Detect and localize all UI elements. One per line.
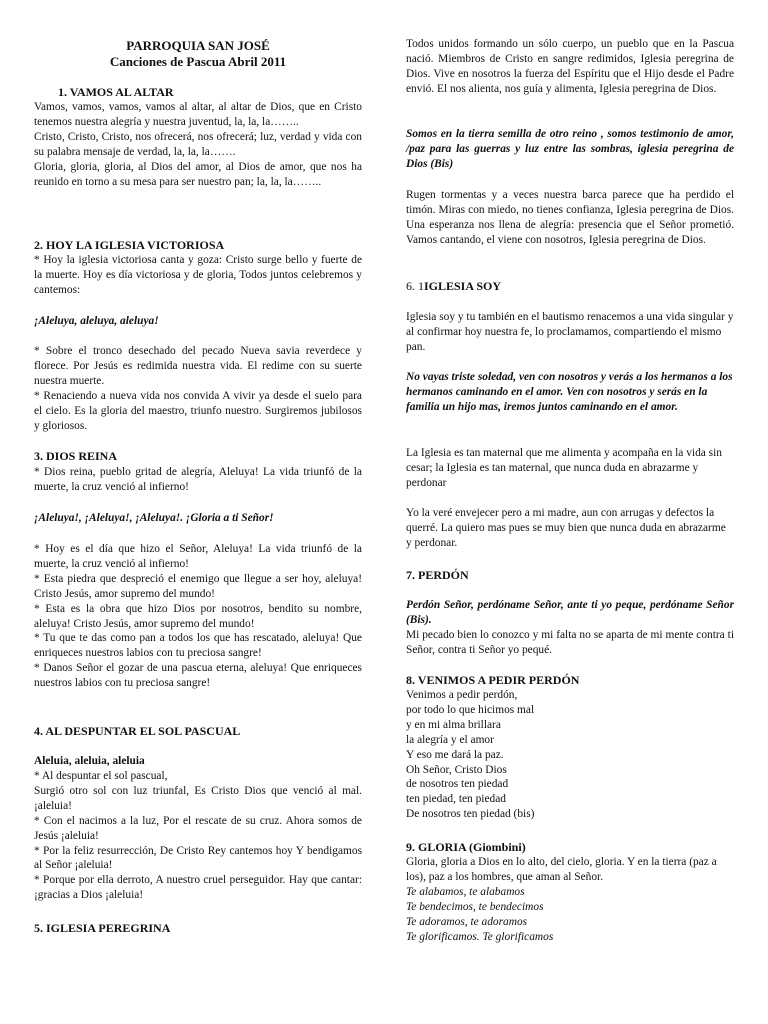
verse: Gloria, gloria a Dios en lo alto, del cielo, gloria. Y en la tierra (paz a los), paz a los hombres, que aman al Señor. [406, 856, 717, 883]
verse: La Iglesia es tan maternal que me alimenta y acompaña en la vida sin cesar; la Iglesia es tan maternal, que nunca duda en abrazarme y perdonar [406, 447, 722, 489]
section-3-heading: 3. DIOS REINA [34, 449, 118, 463]
section-1-body [34, 100, 362, 189]
verse: * Renaciendo a nueva vida nos convida A vivir ya desde el suelo para el cielo. Es la gloria del maestro, triunfo nuestro. Surgiremos jubilosos y gloriosos. [34, 389, 362, 432]
lyric-line: Y eso me dará la paz. [406, 748, 504, 761]
verse: Yo la veré envejecer pero a mi madre, aun con arrugas y defectos la querré. La quiero mas pues se muy bien que nunca duda en abrazarme y perdonar. [406, 507, 726, 549]
refrain: Perdón Señor, perdóname Señor, ante ti yo peque, perdóname Señor (Bis). [406, 599, 734, 626]
verse: * Hoy la iglesia victoriosa canta y goza: Cristo surge bello y fuerte de la muerte. Hoy es día victoriosa y de gloria, Todos juntos celebremos y cantemos: [34, 254, 362, 296]
verse: * Tu que te das como pan a todos los que has rescatado, aleluya! Que enriqueces nuestros labios con tu preciosa sangre! [34, 632, 362, 660]
section-8-heading: 8. VENIMOS A PEDIR PERDÓN [406, 673, 580, 687]
lyric-line: Te alabamos, te alabamos [406, 886, 525, 898]
refrain: Somos en la tierra semilla de otro reino , somos testimonio de amor, /paz para las guerras y luz entre las sombras, iglesia peregrina de Dios (Bis) [406, 128, 734, 170]
section-2-body [34, 344, 362, 433]
verse: Vamos, vamos, vamos, vamos al altar, al altar de Dios, que en Cristo tenemos nuestra alegría y nuestra juventud, la, la, la…….. [34, 101, 362, 128]
verse: * Con el nacimos a la luz, Por el rescate de su cruz. Ahora somos de Jesús ¡aleluia! [34, 814, 362, 842]
section-9-lines [406, 885, 734, 945]
refrain: No vayas triste soledad, ven con nosotros y verás a los hermanos a los hermanos caminando en el amor. Ven con nosotros y serás en la familia un hijo mas, iremos juntos caminando en el amor. [406, 371, 733, 413]
verse: * Por la feliz resurrección, De Cristo Rey cantemos hoy Y bendigamos al Señor ¡aleluia! [34, 844, 362, 872]
lyric-line: por todo lo que hicimos mal [406, 703, 535, 716]
verse: * Esta piedra que despreció el enemigo que llegue a ser hoy, aleluya! Cristo Jesús, amor supremo del mundo! [34, 572, 362, 600]
lyric-line: De nosotros ten piedad (bis) [406, 808, 535, 821]
verse: * Danos Señor el gozar de una pascua eterna, aleluya! Que enriqueces nuestros labios con tu preciosa sangre! [34, 662, 362, 690]
section-6-title: IGLESIA SOY [424, 279, 502, 293]
verse: * Porque por ella derroto, A nuestro cruel perseguidor. Hay que cantar: ¡gracias a Dios ¡aleluia! [34, 874, 362, 902]
verse: * Sobre el tronco desechado del pecado Nueva savia reverdece y florece. Por Jesús es redimida nuestra vida. El redime con su suerte nuestra muerte. [34, 345, 362, 387]
verse: * Esta es la obra que hizo Dios por nosotros, bendito su nombre, aleluya! Cristo Jesús, amor supremo del mundo! [34, 602, 362, 630]
section-3-body [34, 542, 362, 691]
section-4-body [34, 769, 362, 903]
section-8-lines [406, 688, 734, 822]
section-6-number: 6. 1 [406, 279, 424, 293]
verse: * Al despuntar el sol pascual, [34, 770, 168, 782]
lyric-line: ten piedad, ten piedad [406, 793, 506, 806]
section-1-heading: 1. VAMOS AL ALTAR [58, 85, 174, 99]
section-9-heading: 9. GLORIA (Giombini) [406, 840, 526, 854]
section-7-heading: 7. PERDÓN [406, 568, 469, 582]
lyric-line: Te bendecimos, te bendecimos [406, 900, 544, 913]
page-title: PARROQUIA SAN JOSÉ [126, 38, 270, 53]
verse: Todos unidos formando un sólo cuerpo, un pueblo que en la Pascua nació. Miembros de Cristo en sangre redimidos, Iglesia peregrina de Dios. Vive en nosotros la fuerza del Espíritu que el Hijo desde el Padre envió. El nos alienta, nos guía y alimenta, Iglesia peregrina de Dios. [406, 38, 734, 95]
section-5-heading: 5. IGLESIA PEREGRINA [34, 921, 171, 935]
section-4-heading: 4. AL DESPUNTAR EL SOL PASCUAL [34, 724, 241, 738]
lyric-line: de nosotros ten piedad [406, 778, 509, 791]
verse: * Dios reina, pueblo gritad de alegría, Aleluya! La vida triunfó de la muerte, la cruz venció al infierno! [34, 466, 362, 493]
verse: Rugen tormentas y a veces nuestra barca parece que ha perdido el timón. Miras con miedo, no tienes confianza, Iglesia peregrina de Dios. Una esperanza nos llena de alegría: presencia que el Señor prometió. Vamos cantando, el viene con nosotros, Iglesia peregrina de Dios. [406, 189, 734, 246]
verse: Gloria, gloria, gloria, al Dios del amor, al Dios de amor, que nos ha reunido en torno a su mesa para ser nuestro pan; la, la, la…….. [34, 160, 362, 188]
lyric-line: la alegría y el amor [406, 733, 494, 746]
verse: Mi pecado bien lo conozco y mi falta no se aparta de mi mente contra ti Señor, contra ti Señor yo pequé. [406, 629, 734, 656]
verse: Cristo, Cristo, Cristo, nos ofrecerá, nos ofrecerá; luz, verdad y vida con su palabra mensaje de verdad, la, la, la……. [34, 130, 362, 158]
lyric-line: y en mi alma brillara [406, 718, 501, 731]
refrain: ¡Aleluya!, ¡Aleluya!, ¡Aleluya!. ¡Gloria a ti Señor! [34, 512, 274, 524]
refrain: ¡Aleluya, aleluya, aleluya! [34, 315, 159, 327]
lyric-line: Venimos a pedir perdón, [406, 689, 518, 701]
verse: Surgió otro sol con luz triunfal, Es Cristo Dios que venció al mal. ¡aleluia! [34, 784, 362, 812]
lyric-line: Te glorificamos. Te glorificamos [406, 930, 554, 943]
page-subtitle: Canciones de Pascua Abril 2011 [109, 54, 287, 69]
lyric-line: Oh Señor, Cristo Dios [406, 763, 507, 776]
lyric-line: Te adoramos, te adoramos [406, 915, 528, 928]
verse: * Hoy es el día que hizo el Señor, Aleluya! La vida triunfó de la muerte, la cruz venció al infierno! [34, 543, 362, 570]
refrain: Aleluia, aleluia, aleluia [34, 755, 145, 767]
verse: Iglesia soy y tu también en el bautismo renacemos a una vida singular y al confirmar hoy nuestra fe, lo proclamamos, compartiendo el mismo pan. [406, 311, 734, 353]
section-6-heading [406, 279, 734, 294]
section-2-heading: 2. HOY LA IGLESIA VICTORIOSA [34, 238, 225, 252]
